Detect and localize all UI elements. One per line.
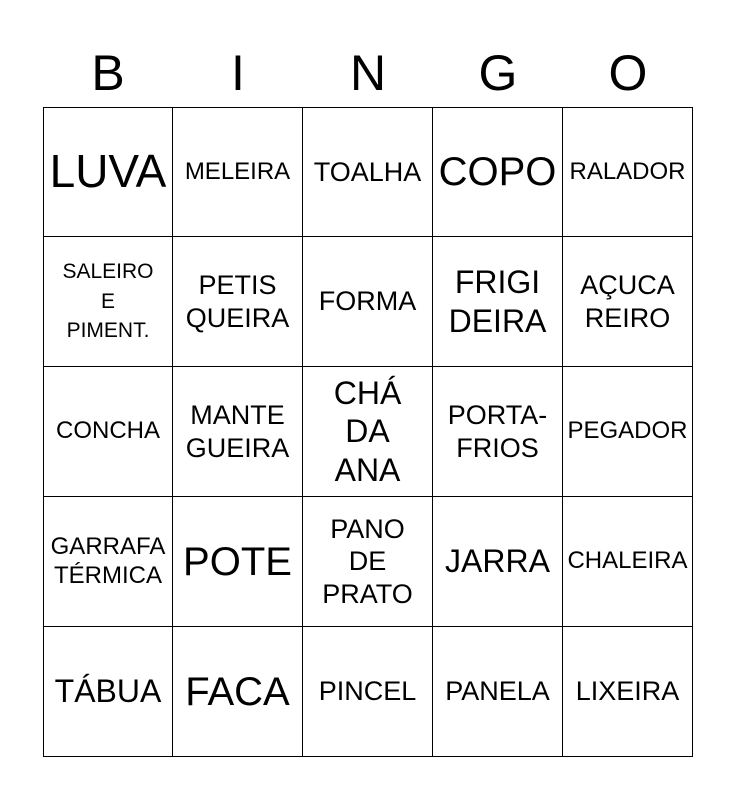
bingo-cell-r2-c0[interactable] (43, 367, 173, 497)
cell-text: AÇUCA REIRO (580, 270, 675, 333)
bingo-cell-r2-c4[interactable] (563, 367, 693, 497)
bingo-cell-r0-c2[interactable] (303, 107, 433, 237)
cell-text: PETIS QUEIRA (185, 270, 290, 333)
cell-text: TOALHA (313, 156, 422, 187)
cell-text: LIXEIRA (575, 676, 680, 707)
header-letter-b: B (91, 45, 125, 101)
cell-text: JARRA (445, 543, 550, 580)
bingo-cell-r1-c3[interactable] (433, 237, 563, 367)
bingo-cell-r4-c4[interactable] (563, 627, 693, 757)
cell-text: CHÁ DA ANA (333, 374, 402, 488)
bingo-cell-r0-c3[interactable] (433, 107, 563, 237)
bingo-cell-r2-c2[interactable] (303, 367, 433, 497)
cell-text: PANO DE PRATO (322, 513, 413, 609)
bingo-cell-r3-c4[interactable] (563, 497, 693, 627)
header-letter-g: G (478, 45, 518, 101)
bingo-cell-r4-c1[interactable] (173, 627, 303, 757)
bingo-cell-r1-c0[interactable] (43, 237, 173, 367)
cell-text: PINCEL (318, 676, 417, 707)
header-letter-i: I (231, 45, 245, 101)
cell-text: CONCHA (55, 417, 160, 445)
cell-text: PANELA (445, 676, 550, 707)
cell-text: LUVA (49, 145, 167, 198)
bingo-cell-r3-c0[interactable] (43, 497, 173, 627)
cell-text: MELEIRA (184, 157, 291, 185)
cell-text: TÁBUA (54, 673, 162, 710)
bingo-cell-r0-c1[interactable] (173, 107, 303, 237)
cell-text: CHALEIRA (567, 547, 688, 575)
bingo-cell-r1-c1[interactable] (173, 237, 303, 367)
header-letter-n: N (349, 45, 387, 101)
cell-text: SALEIRO E PIMENT. (62, 260, 154, 343)
cell-text: GARRAFA TÉRMICA (50, 532, 166, 589)
bingo-cell-r1-c2[interactable] (303, 237, 433, 367)
bingo-cell-r4-c3[interactable] (433, 627, 563, 757)
bingo-cell-r0-c0[interactable] (43, 107, 173, 237)
cell-text: COPO (438, 150, 557, 194)
bingo-cell-r3-c1[interactable] (173, 497, 303, 627)
cell-text: FORMA (318, 286, 417, 317)
cell-text: FRIGI DEIRA (448, 264, 547, 339)
bingo-cell-r3-c2[interactable] (303, 497, 433, 627)
bingo-card (43, 107, 693, 757)
cell-text: FACA (185, 669, 290, 714)
bingo-cell-r2-c3[interactable] (433, 367, 563, 497)
header-letter-o: O (608, 45, 648, 101)
bingo-cell-r2-c1[interactable] (173, 367, 303, 497)
bingo-cell-r4-c0[interactable] (43, 627, 173, 757)
cell-text: RALADOR (569, 157, 686, 185)
cell-text: MANTE GUEIRA (185, 400, 290, 463)
cell-text: PEGADOR (567, 417, 688, 445)
bingo-cell-r1-c4[interactable] (563, 237, 693, 367)
bingo-cell-r3-c3[interactable] (433, 497, 563, 627)
bingo-cell-r4-c2[interactable] (303, 627, 433, 757)
cell-text: POTE (183, 539, 292, 584)
bingo-cell-r0-c4[interactable] (563, 107, 693, 237)
bingo-header (43, 40, 693, 106)
cell-text: PORTA- FRIOS (447, 400, 548, 463)
